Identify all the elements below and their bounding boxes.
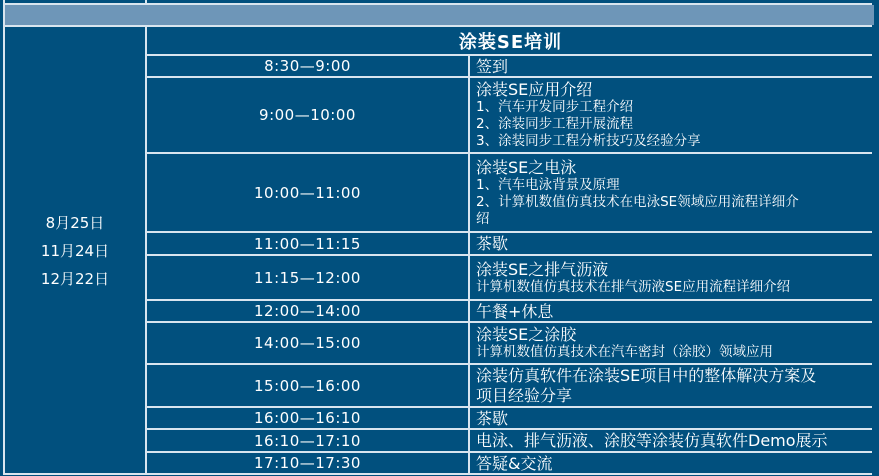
session-date: 11月24日: [40, 241, 110, 260]
agenda-cell: [470, 323, 874, 363]
table-title: 涂装SE培训: [147, 27, 874, 54]
agenda-item: 签到: [476, 56, 509, 76]
session-date: 12月22日: [40, 269, 110, 288]
agenda-cell: [470, 256, 874, 299]
agenda-cell: [470, 154, 874, 231]
time-cell: 16:10—17:10: [147, 430, 468, 451]
agenda-detail: 1、汽车开发同步工程介绍: [476, 99, 634, 115]
agenda-item: 涂装SE之电泳: [476, 157, 577, 177]
agenda-detail: 计算机数值仿真技术在排气沥液SE应用流程详细介绍: [476, 278, 791, 295]
time-cell: 10:00—11:00: [147, 154, 468, 231]
cutoff-row-left-cell: [5, 0, 145, 3]
agenda-item: 答疑&交流: [476, 453, 553, 473]
time-cell: 15:00—16:00: [147, 365, 468, 406]
agenda-item: 午餐+休息: [476, 301, 554, 321]
training-schedule-table: [3, 0, 872, 475]
agenda-detail: 2、涂装同步工程开展流程: [476, 116, 634, 132]
agenda-cell: [470, 56, 874, 76]
agenda-item: 项目经验分享: [476, 385, 573, 405]
agenda-detail: 计算机数值仿真技术在汽车密封（涂胶）领域应用: [476, 344, 773, 360]
agenda-detail: 3、涂装同步工程分析技巧及经验分享: [476, 133, 701, 149]
agenda-item: 涂装SE应用介绍: [476, 80, 593, 99]
session-dates-cell: [5, 27, 145, 473]
time-cell: 8:30—9:00: [147, 56, 468, 76]
agenda-item: 涂装仿真软件在涂装SE项目中的整体解决方案及: [476, 365, 817, 385]
agenda-cell: [470, 365, 874, 406]
agenda-item: 茶歇: [476, 234, 509, 253]
time-cell: 16:00—16:10: [147, 408, 468, 428]
time-cell: 11:15—12:00: [147, 256, 468, 299]
agenda-cell: [470, 453, 874, 473]
header-band: [5, 5, 874, 25]
agenda-item: 涂装SE之排气沥液: [476, 259, 609, 279]
time-cell: 14:00—15:00: [147, 323, 468, 363]
agenda-cell: [470, 430, 874, 451]
agenda-detail: 1、汽车电泳背景及原理: [476, 176, 620, 193]
session-date: 8月25日: [45, 213, 105, 232]
agenda-item: 茶歇: [476, 408, 509, 428]
agenda-cell: [470, 78, 874, 152]
agenda-detail: 2、计算机数值仿真技术在电泳SE领域应用流程详细介: [476, 193, 799, 210]
time-cell: 17:10—17:30: [147, 453, 468, 473]
time-cell: 11:00—11:15: [147, 233, 468, 254]
agenda-cell: [470, 301, 874, 321]
time-cell: 9:00—10:00: [147, 78, 468, 152]
cutoff-row-right-cell: [147, 0, 874, 3]
agenda-cell: [470, 233, 874, 254]
time-cell: 12:00—14:00: [147, 301, 468, 321]
agenda-item: 涂装SE之涂胶: [476, 325, 577, 344]
agenda-cell: [470, 408, 874, 428]
agenda-item: 电泳、排气沥液、涂胶等涂装仿真软件Demo展示: [476, 431, 828, 450]
agenda-detail: 绍: [476, 210, 490, 227]
